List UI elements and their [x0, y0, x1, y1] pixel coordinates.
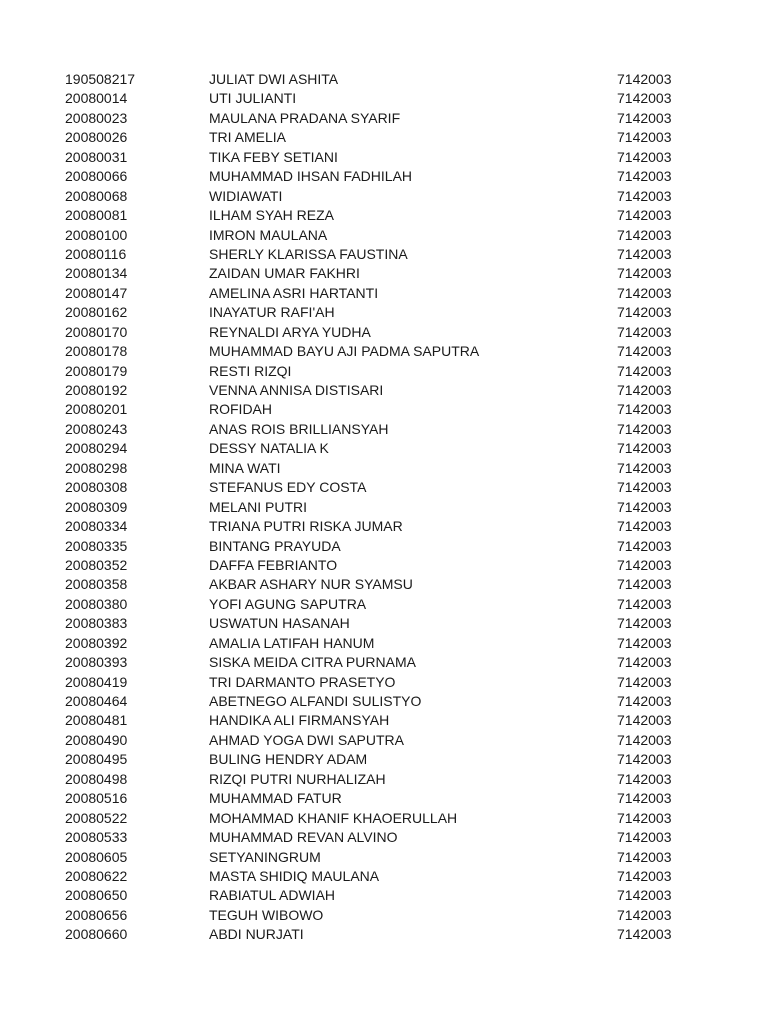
- list-row: [0, 439, 768, 458]
- program-code: 7142003: [617, 654, 672, 671]
- student-name: ABDI NURJATI: [209, 926, 304, 943]
- student-name: VENNA ANNISA DISTISARI: [209, 382, 384, 398]
- program-code: 7142003: [617, 479, 672, 496]
- student-id: 20080147: [65, 284, 128, 301]
- list-row: [0, 789, 768, 808]
- program-code: 7142003: [617, 693, 672, 709]
- student-name: RESTI RIZQI: [209, 362, 292, 379]
- program-code: 7142003: [617, 304, 672, 321]
- student-id: 20080464: [65, 693, 128, 709]
- student-name: TRI DARMANTO PRASETYO: [209, 673, 396, 690]
- list-row: [0, 925, 768, 944]
- student-id: 20080014: [65, 90, 128, 107]
- student-name: SETYANINGRUM: [209, 848, 321, 865]
- student-id: 20080498: [65, 770, 128, 787]
- program-code: 7142003: [617, 867, 672, 884]
- student-id: 20080650: [65, 887, 128, 904]
- student-name: MUHAMMAD BAYU AJI PADMA SAPUTRA: [209, 343, 480, 360]
- program-code: 7142003: [617, 168, 672, 185]
- program-code: 7142003: [617, 906, 672, 923]
- list-row: [0, 187, 768, 206]
- student-id: 20080481: [65, 712, 128, 729]
- program-code: 7142003: [617, 595, 672, 612]
- student-name: MELANI PUTRI: [209, 498, 308, 515]
- student-name: SISKA MEIDA CITRA PURNAMA: [209, 654, 416, 671]
- list-row: [0, 867, 768, 886]
- program-code: 7142003: [617, 284, 672, 301]
- list-row: [0, 342, 768, 361]
- program-code: 7142003: [617, 809, 672, 826]
- list-row: [0, 673, 768, 692]
- student-name: ILHAM SYAH REZA: [209, 207, 334, 224]
- student-name: INAYATUR RAFI'AH: [209, 304, 335, 321]
- student-name: AMALIA LATIFAH HANUM: [209, 634, 375, 651]
- program-code: 7142003: [617, 887, 672, 904]
- student-id: 20080383: [65, 615, 128, 632]
- student-id: 20080380: [65, 595, 128, 612]
- list-row: [0, 770, 768, 789]
- student-id: 20080026: [65, 129, 128, 146]
- list-row: [0, 809, 768, 828]
- student-name: HANDIKA ALI FIRMANSYAH: [209, 712, 390, 729]
- student-id: 20080298: [65, 459, 128, 476]
- list-row: [0, 828, 768, 847]
- student-name: BINTANG PRAYUDA: [209, 537, 341, 554]
- student-id: 20080533: [65, 829, 128, 846]
- program-code: 7142003: [617, 343, 672, 360]
- student-name: MUHAMMAD IHSAN FADHILAH: [209, 168, 413, 185]
- program-code: 7142003: [617, 226, 672, 243]
- list-row: [0, 362, 768, 381]
- student-id: 20080179: [65, 362, 128, 379]
- list-row: [0, 206, 768, 225]
- list-row: [0, 537, 768, 556]
- student-id: 190508217: [65, 71, 136, 87]
- list-row: [0, 323, 768, 342]
- program-code: 7142003: [617, 420, 672, 437]
- student-id: 20080031: [65, 148, 128, 165]
- student-id: 20080170: [65, 323, 128, 340]
- list-row: [0, 381, 768, 400]
- list-row: [0, 89, 768, 108]
- student-id: 20080116: [65, 245, 127, 262]
- student-id: 20080516: [65, 790, 128, 807]
- student-id: 20080066: [65, 168, 128, 185]
- program-code: 7142003: [617, 537, 672, 554]
- student-id: 20080490: [65, 731, 128, 748]
- list-row: [0, 517, 768, 536]
- student-id: 20080081: [65, 207, 128, 224]
- program-code: 7142003: [617, 634, 672, 651]
- student-name: ROFIDAH: [209, 401, 272, 418]
- list-row: [0, 692, 768, 711]
- student-id: 20080294: [65, 440, 128, 457]
- list-row: [0, 70, 768, 89]
- student-name: MOHAMMAD KHANIF KHAOERULLAH: [209, 809, 458, 826]
- student-name: REYNALDI ARYA YUDHA: [209, 323, 371, 340]
- list-row: [0, 614, 768, 633]
- list-row: [0, 595, 768, 614]
- student-name: MAULANA PRADANA SYARIF: [209, 109, 401, 126]
- student-name: JULIAT DWI ASHITA: [209, 71, 339, 87]
- student-id: 20080656: [65, 906, 128, 923]
- student-id: 20080023: [65, 109, 128, 126]
- program-code: 7142003: [617, 265, 672, 282]
- list-row: [0, 750, 768, 769]
- student-name: MINA WATI: [209, 459, 281, 476]
- student-name: YOFI AGUNG SAPUTRA: [209, 595, 367, 612]
- student-name: MUHAMMAD REVAN ALVINO: [209, 829, 398, 846]
- list-row: [0, 653, 768, 672]
- program-code: 7142003: [617, 576, 672, 593]
- student-name: TRIANA PUTRI RISKA JUMAR: [209, 518, 403, 535]
- program-code: 7142003: [617, 401, 672, 418]
- list-row: [0, 848, 768, 867]
- student-id: 20080335: [65, 537, 128, 554]
- student-name: AMELINA ASRI HARTANTI: [209, 284, 379, 301]
- student-name: RABIATUL ADWIAH: [209, 887, 336, 904]
- student-name: IMRON MAULANA: [209, 226, 328, 243]
- student-id: 20080495: [65, 751, 128, 768]
- student-id: 20080309: [65, 498, 128, 515]
- student-name: TIKA FEBY SETIANI: [209, 148, 338, 165]
- program-code: 7142003: [617, 207, 672, 224]
- student-id: 20080068: [65, 187, 128, 204]
- student-id: 20080352: [65, 556, 128, 573]
- student-id: 20080392: [65, 634, 128, 651]
- program-code: 7142003: [617, 109, 672, 126]
- list-row: [0, 284, 768, 303]
- student-id: 20080660: [65, 926, 128, 943]
- student-name: ANAS ROIS BRILLIANSYAH: [209, 420, 389, 437]
- list-row: [0, 478, 768, 497]
- list-row: [0, 128, 768, 147]
- student-id: 20080419: [65, 673, 128, 690]
- student-name: ZAIDAN UMAR FAKHRI: [209, 265, 360, 282]
- student-id: 20080134: [65, 265, 128, 282]
- student-id: 20080605: [65, 848, 128, 865]
- program-code: 7142003: [617, 245, 672, 262]
- student-id: 20080178: [65, 343, 128, 360]
- list-row: [0, 264, 768, 283]
- program-code: 7142003: [617, 731, 672, 748]
- student-id: 20080522: [65, 809, 128, 826]
- list-row: [0, 303, 768, 322]
- program-code: 7142003: [617, 187, 672, 204]
- student-name: TRI AMELIA: [209, 129, 287, 146]
- student-id: 20080393: [65, 654, 128, 671]
- student-id: 20080358: [65, 576, 128, 593]
- student-name: AHMAD YOGA DWI SAPUTRA: [209, 731, 404, 748]
- student-id: 20080243: [65, 420, 128, 437]
- student-id: 20080622: [65, 867, 128, 884]
- list-row: [0, 245, 768, 264]
- student-id: 20080308: [65, 479, 128, 496]
- list-row: [0, 575, 768, 594]
- student-name: STEFANUS EDY COSTA: [209, 479, 367, 496]
- student-name: TEGUH WIBOWO: [209, 906, 324, 923]
- program-code: 7142003: [617, 926, 672, 943]
- student-id: 20080192: [65, 382, 128, 398]
- student-name: RIZQI PUTRI NURHALIZAH: [209, 770, 386, 787]
- list-row: [0, 906, 768, 925]
- program-code: 7142003: [617, 790, 672, 807]
- program-code: 7142003: [617, 382, 672, 398]
- student-name: WIDIAWATI: [209, 187, 283, 204]
- program-code: 7142003: [617, 71, 672, 87]
- program-code: 7142003: [617, 712, 672, 729]
- student-name: DESSY NATALIA K: [209, 440, 329, 457]
- program-code: 7142003: [617, 362, 672, 379]
- student-name: SHERLY KLARISSA FAUSTINA: [209, 245, 408, 262]
- program-code: 7142003: [617, 518, 672, 535]
- student-list: [0, 70, 768, 945]
- program-code: 7142003: [617, 459, 672, 476]
- student-id: 20080334: [65, 518, 128, 535]
- list-row: [0, 109, 768, 128]
- list-row: [0, 498, 768, 517]
- list-row: [0, 711, 768, 730]
- student-name: ABETNEGO ALFANDI SULISTYO: [209, 693, 422, 709]
- student-name: DAFFA FEBRIANTO: [209, 556, 338, 573]
- student-name: AKBAR ASHARY NUR SYAMSU: [209, 576, 413, 593]
- student-name: USWATUN HASANAH: [209, 615, 350, 632]
- student-name: UTI JULIANTI: [209, 90, 297, 107]
- program-code: 7142003: [617, 498, 672, 515]
- list-row: [0, 731, 768, 750]
- program-code: 7142003: [617, 848, 672, 865]
- student-name: MASTA SHIDIQ MAULANA: [209, 867, 380, 884]
- program-code: 7142003: [617, 770, 672, 787]
- program-code: 7142003: [617, 673, 672, 690]
- student-id: 20080201: [65, 401, 128, 418]
- program-code: 7142003: [617, 440, 672, 457]
- program-code: 7142003: [617, 556, 672, 573]
- list-row: [0, 167, 768, 186]
- list-row: [0, 556, 768, 575]
- student-name: MUHAMMAD FATUR: [209, 790, 342, 807]
- program-code: 7142003: [617, 148, 672, 165]
- list-row: [0, 420, 768, 439]
- program-code: 7142003: [617, 829, 672, 846]
- program-code: 7142003: [617, 90, 672, 107]
- student-name: BULING HENDRY ADAM: [209, 751, 368, 768]
- list-row: [0, 148, 768, 167]
- program-code: 7142003: [617, 129, 672, 146]
- program-code: 7142003: [617, 751, 672, 768]
- list-row: [0, 634, 768, 653]
- student-id: 20080100: [65, 226, 128, 243]
- list-row: [0, 226, 768, 245]
- list-row: [0, 459, 768, 478]
- student-id: 20080162: [65, 304, 128, 321]
- list-row: [0, 400, 768, 419]
- list-row: [0, 886, 768, 905]
- program-code: 7142003: [617, 615, 672, 632]
- program-code: 7142003: [617, 323, 672, 340]
